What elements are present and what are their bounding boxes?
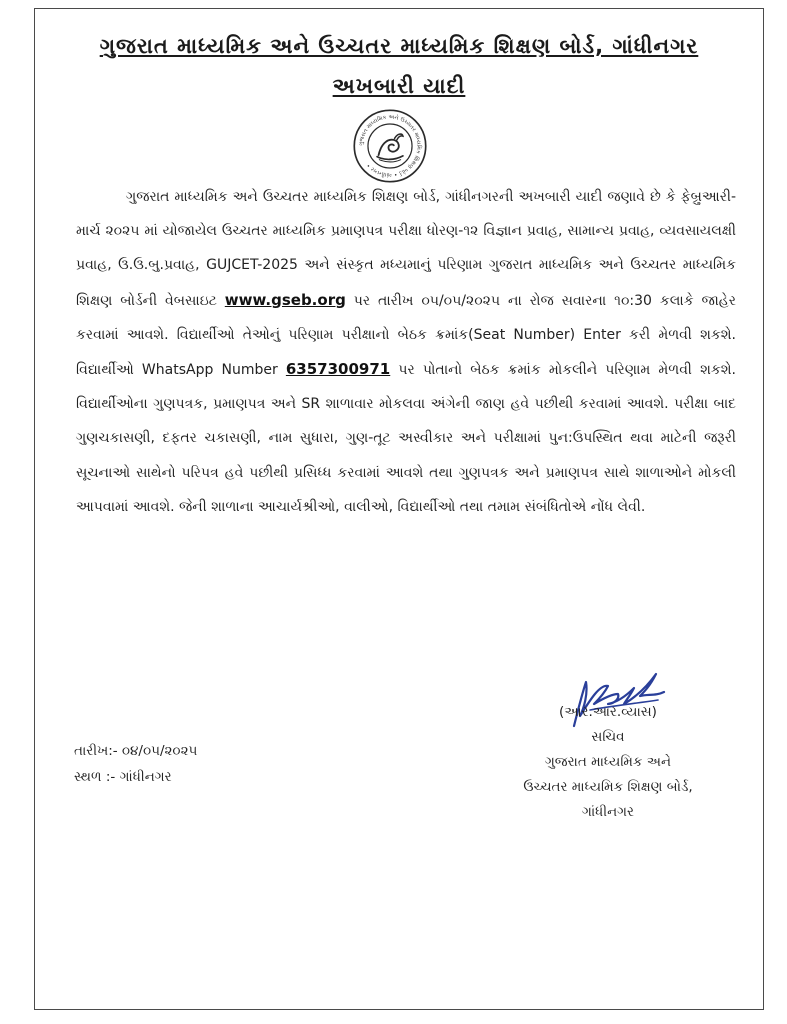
press-release-body xyxy=(76,180,736,524)
signatory-city: ગાંધીનગર xyxy=(581,804,634,820)
board-seal-logo-icon xyxy=(352,108,428,184)
signatory-name: (આર.આર.વ્યાસ) xyxy=(559,704,657,720)
body-paragraph-part1: ગુજરાત માધ્યમિક અને ઉચ્ચતર માધ્યમિક શિક્ષણ બોર્ડ, ગાંધીનગરની અખબારી યાદી જણાવે છે કે ફેબ્રુઆરી-માર્ચ ૨૦૨૫ માં યોજાયેલ ઉચ્ચતર માધ્યમિક પ્રમાણપત્ર પરીક્ષા ધોરણ-૧૨ વિજ્ઞાન પ્રવાહ, સામાન્ય પ્રવાહ, વ્યવસાયલક્ષી પ્રવાહ, ઉ.ઉ.બુ.પ્રવાહ, GUJCET-2025 અને સંસ્કૃત મધ્યમાનું પરિણામ ગુજરાત માધ્યમિક અને ઉચ્ચતર માધ્યમિક શિક્ષણ બોર્ડની વેબસાઇટ xyxy=(76,189,736,309)
place-row xyxy=(74,764,197,790)
signatory-org-line2: ઉચ્ચતર માધ્યમિક શિક્ષણ બોર્ડ, xyxy=(523,779,693,795)
place-value: ગાંધીનગર xyxy=(119,769,172,785)
signatory-org-line1: ગુજરાત માધ્યમિક અને xyxy=(544,754,672,770)
seal-ring-text: ગુજરાત માધ્યમિક અને ઉચ્ચતર માધ્યમિક શિક્ષણ બોર્ડ • ગાંધીનગર • xyxy=(358,114,422,178)
body-paragraph-part3: પર પોતાનો બેઠક ક્રમાંક મોકલીને પરિણામ મેળવી શકશે. વિદ્યાર્થીઓના ગુણપત્રક, પ્રમાણપત્ર અને SR શાળાવાર મોકલવા અંગેની જાણ હવે પછીથી કરવામાં આવશે. પરીક્ષા બાદ ગુણચકાસણી, દફતર ચકાસણી, નામ સુધારા, ગુણ-તૂટ અસ્વીકાર અને પરીક્ષામાં પુન:ઉપસ્થિત થવા માટેની જરૂરી સૂચનાઓ સાથેનો પરિપત્ર હવે પછીથી પ્રસિધ્ધ કરવામાં આવશે તથા ગુણપત્રક અને પ્રમાણપત્ર સાથે શાળાઓને મોકલી આપવામાં આવશે. જેની શાળાના આચાર્યશ્રીઓ, વાલીઓ, વિદ્યાર્થીઓ તથા તમામ સંબંધિતોએ નોંધ લેવી. xyxy=(76,362,736,515)
signatory-designation: સચિવ xyxy=(591,729,625,745)
whatsapp-number-link[interactable]: 6357300971 xyxy=(285,360,391,379)
body-paragraph-part2: પર તારીખ ૦૫/૦૫/૨૦૨૫ ના રોજ સવારના ૧૦:30 કલાકે જાહેર કરવામાં આવશે. વિદ્યાર્થીઓ તેઓનું પરિણામ પરીક્ષાનો બેઠક ક્રમાંક(Seat Number) Enter કરી મેળવી શકશે. વિદ્યાર્થીઓ WhatsApp Number xyxy=(76,292,737,379)
date-place-block xyxy=(74,738,197,790)
date-label: તારીખ:- xyxy=(74,743,118,759)
board-title: ગુજરાત માધ્યમિક અને ઉચ્ચતર માધ્યમિક શિક્ષણ બોર્ડ, ગાંધીનગર xyxy=(99,34,699,58)
place-label: સ્થળ :- xyxy=(74,769,116,785)
gseb-website-link[interactable]: www.gseb.org xyxy=(224,290,346,309)
press-note-heading: અખબારી યાદી xyxy=(332,74,466,98)
signatory-block xyxy=(488,700,728,825)
date-value: ૦૪/૦૫/૨૦૨૫ xyxy=(121,743,198,759)
date-row xyxy=(74,738,197,764)
